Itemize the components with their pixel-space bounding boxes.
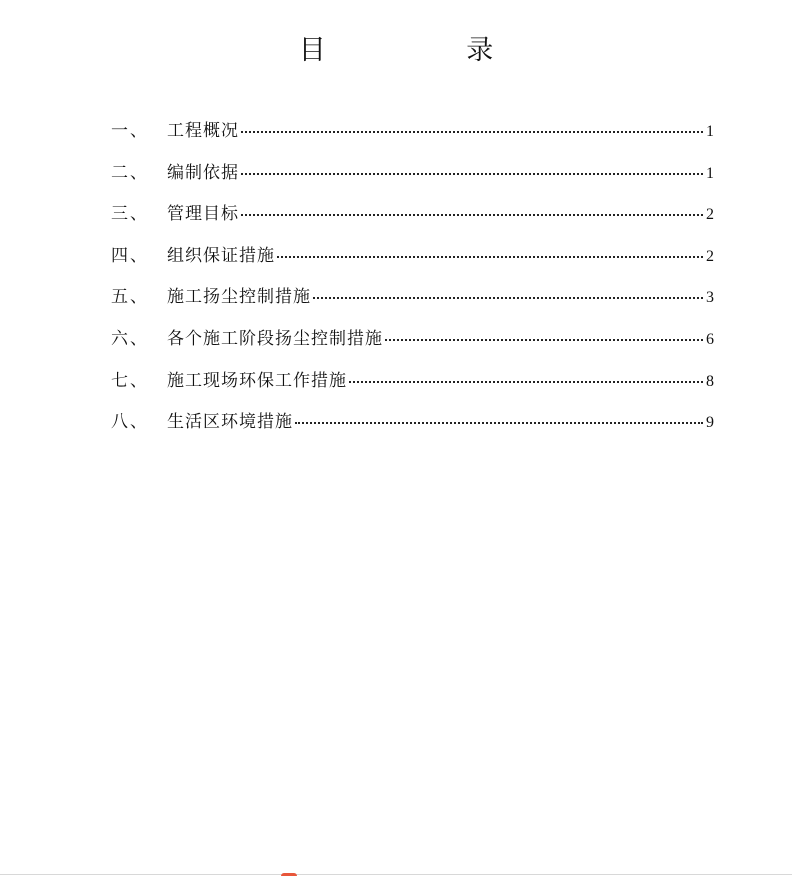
- toc-item-4[interactable]: [111, 243, 714, 285]
- toc-item-3[interactable]: [111, 201, 714, 243]
- toc-dot-leader: [385, 338, 703, 341]
- toc-label: 生活区环境措施: [167, 412, 293, 433]
- toc-page-number: 6: [706, 330, 714, 348]
- toc-page-number: 3: [706, 289, 714, 307]
- page-title: 目 录: [298, 35, 560, 66]
- toc-page-number: 1: [706, 164, 714, 182]
- toc-number: 六、: [111, 328, 149, 349]
- toc-dot-leader: [349, 380, 703, 383]
- toc-page-number: 8: [706, 372, 714, 390]
- toc-label: 管理目标: [167, 204, 239, 225]
- toc-number: 二、: [111, 162, 149, 183]
- toc-label: 各个施工阶段扬尘控制措施: [167, 328, 383, 349]
- toc-dot-leader: [241, 213, 703, 216]
- toc-item-7[interactable]: [111, 368, 714, 410]
- toc-dot-leader: [241, 130, 703, 133]
- toc-label: 施工扬尘控制措施: [167, 287, 311, 308]
- table-of-contents: [111, 118, 714, 451]
- toc-number: 五、: [111, 287, 149, 308]
- toc-number: 七、: [111, 370, 149, 391]
- page-bottom-divider: [0, 874, 792, 875]
- toc-page-number: 2: [706, 206, 714, 224]
- toc-page-number: 2: [706, 247, 714, 265]
- toc-label: 组织保证措施: [167, 245, 275, 266]
- toc-dot-leader: [277, 255, 703, 258]
- toc-label: 编制依据: [167, 162, 239, 183]
- toc-item-1[interactable]: [111, 118, 714, 160]
- toc-item-5[interactable]: [111, 284, 714, 326]
- toc-dot-leader: [295, 421, 703, 424]
- toc-dot-leader: [241, 172, 703, 175]
- toc-number: 四、: [111, 245, 149, 266]
- toc-page-number: 9: [706, 414, 714, 432]
- toc-number: 一、: [111, 121, 149, 141]
- toc-page-number: 1: [706, 123, 714, 140]
- toc-number: 八、: [111, 412, 149, 433]
- toc-item-2[interactable]: [111, 160, 714, 202]
- toc-label: 施工现场环保工作措施: [167, 370, 347, 391]
- toc-dot-leader: [313, 296, 703, 299]
- toc-item-6[interactable]: [111, 326, 714, 368]
- toc-label: 工程概况: [167, 121, 239, 141]
- toc-number: 三、: [111, 204, 149, 225]
- toc-item-8[interactable]: [111, 409, 714, 451]
